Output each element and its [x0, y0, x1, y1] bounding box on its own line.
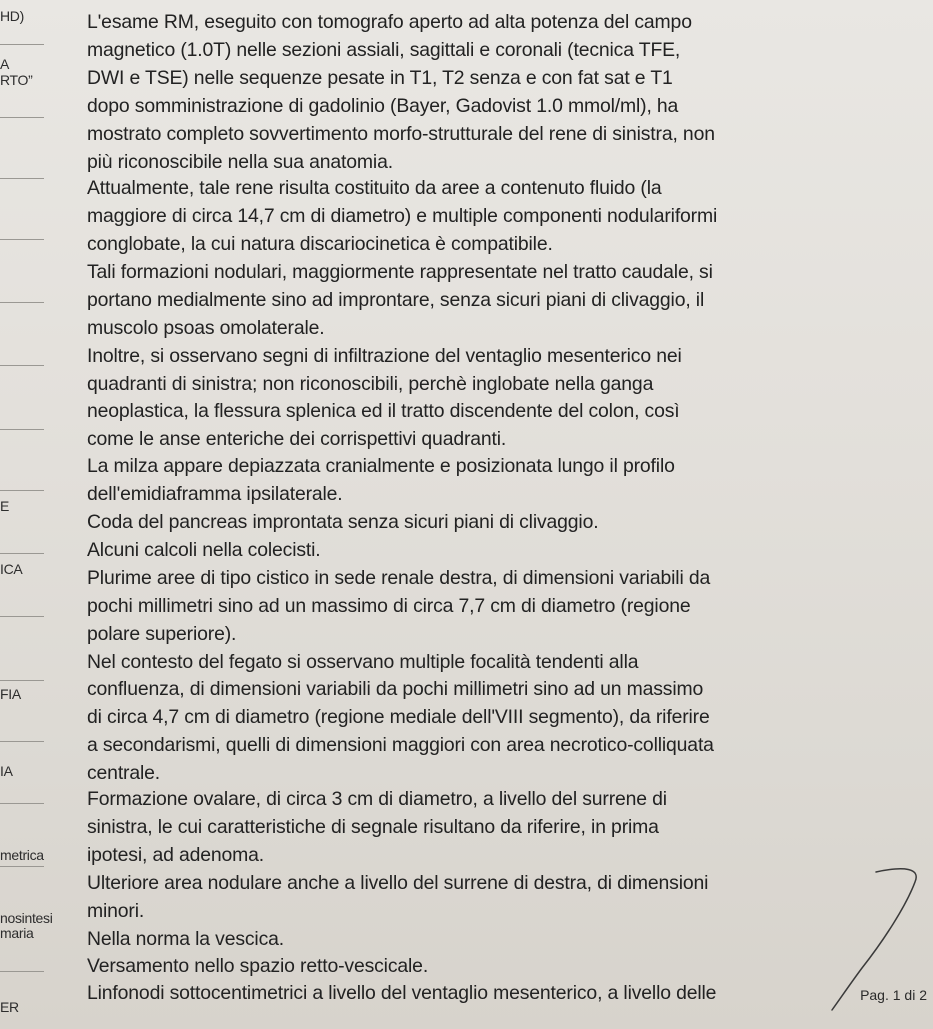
margin-label: nosintesi — [0, 910, 53, 926]
report-line: Versamento nello spazio retto-vescicale. — [87, 955, 429, 977]
margin-label: IA — [0, 763, 13, 779]
report-line: Alcuni calcoli nella colecisti. — [87, 539, 321, 561]
report-line: Inoltre, si osservano segni di infiltrazione del ventaglio mesenterico nei — [87, 345, 682, 367]
margin-label: ICA — [0, 561, 23, 577]
margin-label: metrica — [0, 847, 44, 863]
margin-label: FIA — [0, 686, 21, 702]
report-line: Linfonodi sottocentimetrici a livello del ventaglio mesenterico, a livello delle — [87, 982, 717, 1004]
report-line: centrale. — [87, 762, 161, 784]
report-line: a secondarismi, quelli di dimensioni maggiori con area necrotico-colliquata — [87, 734, 714, 756]
report-line: più riconoscibile nella sua anatomia. — [87, 151, 393, 173]
report-line: Coda del pancreas improntata senza sicuri piani di clivaggio. — [87, 511, 599, 533]
report-line: DWI e TSE) nelle sequenze pesate in T1, T2 senza e con fat sat e T1 — [87, 67, 673, 89]
report-line: di circa 4,7 cm di diametro (regione mediale dell'VIII segmento), da riferire — [87, 706, 710, 728]
report-line: dell'emidiaframma ipsilaterale. — [87, 483, 343, 505]
report-line: Nella norma la vescica. — [87, 928, 284, 950]
margin-label: maria — [0, 925, 34, 941]
report-line: neoplastica, la flessura splenica ed il tratto discendente del colon, così — [87, 400, 680, 422]
report-line: Ulteriore area nodulare anche a livello del surrene di destra, di dimensioni — [87, 872, 709, 894]
margin-label: E — [0, 498, 10, 514]
margin-label: A — [0, 56, 10, 72]
report-line: muscolo psoas omolaterale. — [87, 317, 325, 339]
report-line: minori. — [87, 900, 145, 922]
report-line: sinistra, le cui caratteristiche di segnale risultano da riferire, in prima — [87, 816, 659, 838]
report-line: come le anse enteriche dei corrispettivi quadranti. — [87, 428, 507, 450]
report-line: ipotesi, ad adenoma. — [87, 844, 265, 866]
page-number: Pag. 1 di 2 — [860, 987, 927, 1003]
report-line: Nel contesto del fegato si osservano multiple focalità tendenti alla — [87, 651, 639, 673]
report-line: L'esame RM, eseguito con tomografo aperto ad alta potenza del campo — [87, 11, 692, 33]
report-line: Tali formazioni nodulari, maggiormente rappresentate nel tratto caudale, si — [87, 261, 713, 283]
report-line: mostrato completo sovvertimento morfo-strutturale del rene di sinistra, non — [87, 123, 715, 145]
report-line: quadranti di sinistra; non riconoscibili, perchè inglobate nella ganga — [87, 373, 654, 395]
report-line: La milza appare depiazzata cranialmente e posizionata lungo il profilo — [87, 455, 675, 477]
margin-label: ER — [0, 999, 19, 1015]
report-line: pochi millimetri sino ad un massimo di circa 7,7 cm di diametro (regione — [87, 595, 691, 617]
report-line: portano medialmente sino ad improntare, senza sicuri piani di clivaggio, il — [87, 289, 705, 311]
margin-label: HD) — [0, 8, 24, 24]
report-line: Attualmente, tale rene risulta costituito da aree a contenuto fluido (la — [87, 177, 662, 199]
margin-label: RTO” — [0, 72, 33, 88]
report-line: confluenza, di dimensioni variabili da pochi millimetri sino ad un massimo — [87, 678, 704, 700]
report-line: magnetico (1.0T) nelle sezioni assiali, sagittali e coronali (tecnica TFE, — [87, 39, 681, 61]
report-line: maggiore di circa 14,7 cm di diametro) e multiple componenti nodulariformi — [87, 205, 718, 227]
report-line: Plurime aree di tipo cistico in sede renale destra, di dimensioni variabili da — [87, 567, 711, 589]
report-line: conglobate, la cui natura discariocinetica è compatibile. — [87, 233, 553, 255]
report-line: Formazione ovalare, di circa 3 cm di diametro, a livello del surrene di — [87, 788, 667, 810]
report-line: dopo somministrazione di gadolinio (Bayer, Gadovist 1.0 mmol/ml), ha — [87, 95, 679, 117]
report-line: polare superiore). — [87, 623, 237, 645]
